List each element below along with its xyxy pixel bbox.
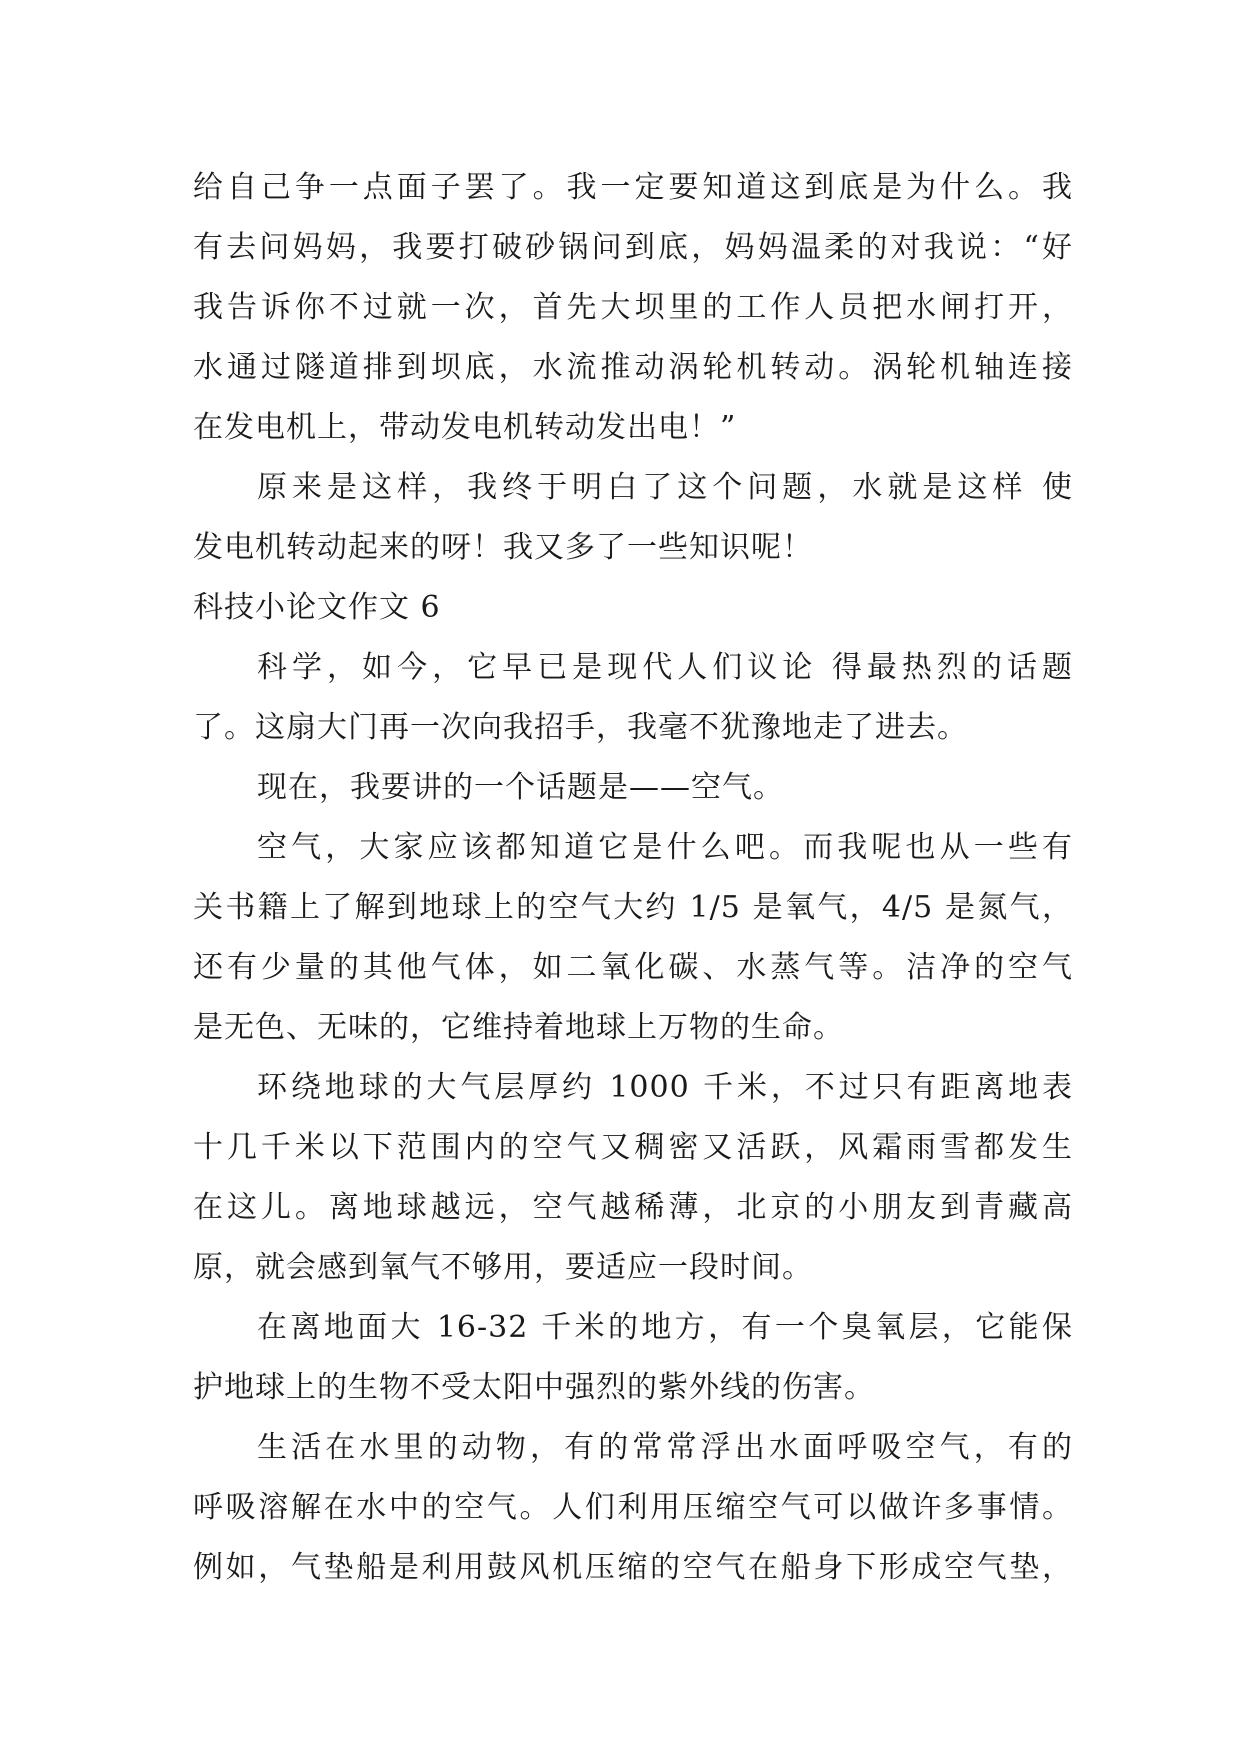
text-line: 在发电机上，带动发电机转动发出电！” — [193, 410, 737, 445]
paragraph-first-line: 生活在水里的动物，有的常常浮出水面呼吸空气，有的 — [257, 1430, 1073, 1465]
section-heading: 科技小论文作文 6 — [193, 590, 441, 625]
paragraph-first-line: 空气，大家应该都知道它是什么吧。而我呢也从一些有 — [257, 830, 1073, 865]
paragraph-first-line: 在离地面大 16-32 千米的地方，有一个臭氧层，它能保 — [257, 1310, 1073, 1345]
text-line: 还有少量的其他气体，如二氧化碳、水蒸气等。洁净的空气 — [193, 950, 1073, 985]
document-body — [193, 158, 1073, 1598]
text-line: 原，就会感到氧气不够用，要适应一段时间。 — [193, 1250, 813, 1285]
text-line: 了。这扇大门再一次向我招手，我毫不犹豫地走了进去。 — [193, 710, 968, 745]
text-line: 发电机转动起来的呀！我又多了一些知识呢！ — [193, 530, 813, 565]
text-line: 是无色、无味的，它维持着地球上万物的生命。 — [193, 1010, 844, 1045]
text-line: 例如，气垫船是利用鼓风机压缩的空气在船身下形成空气垫， — [193, 1550, 1073, 1585]
text-line: 护地球上的生物不受太阳中强烈的紫外线的伤害。 — [193, 1370, 875, 1405]
text-line: 我告诉你不过就一次，首先大坝里的工作人员把水闸打开， — [193, 290, 1073, 325]
paragraph-first-line: 现在，我要讲的一个话题是——空气。 — [257, 770, 784, 805]
paragraph-first-line: 环绕地球的大气层厚约 1000 千米，不过只有距离地表 — [257, 1070, 1073, 1105]
text-line: 有去问妈妈，我要打破砂锅问到底，妈妈温柔的对我说：“好 — [193, 230, 1073, 265]
paragraph-first-line: 原来是这样，我终于明白了这个问题，水就是这样 使 — [257, 470, 1073, 505]
text-line: 在这儿。离地球越远，空气越稀薄，北京的小朋友到青藏高 — [193, 1190, 1073, 1225]
text-line: 关书籍上了解到地球上的空气大约 1/5 是氧气，4/5 是氮气， — [193, 890, 1073, 925]
text-line: 水通过隧道排到坝底，水流推动涡轮机转动。涡轮机轴连接 — [193, 350, 1073, 385]
text-line: 给自己争一点面子罢了。我一定要知道这到底是为什么。我 — [193, 170, 1073, 205]
text-line: 十几千米以下范围内的空气又稠密又活跃，风霜雨雪都发生 — [193, 1130, 1073, 1165]
text-line: 呼吸溶解在水中的空气。人们利用压缩空气可以做许多事情。 — [193, 1490, 1073, 1525]
paragraph-first-line: 科学，如今，它早已是现代人们议论 得最热烈的话题 — [257, 650, 1073, 685]
